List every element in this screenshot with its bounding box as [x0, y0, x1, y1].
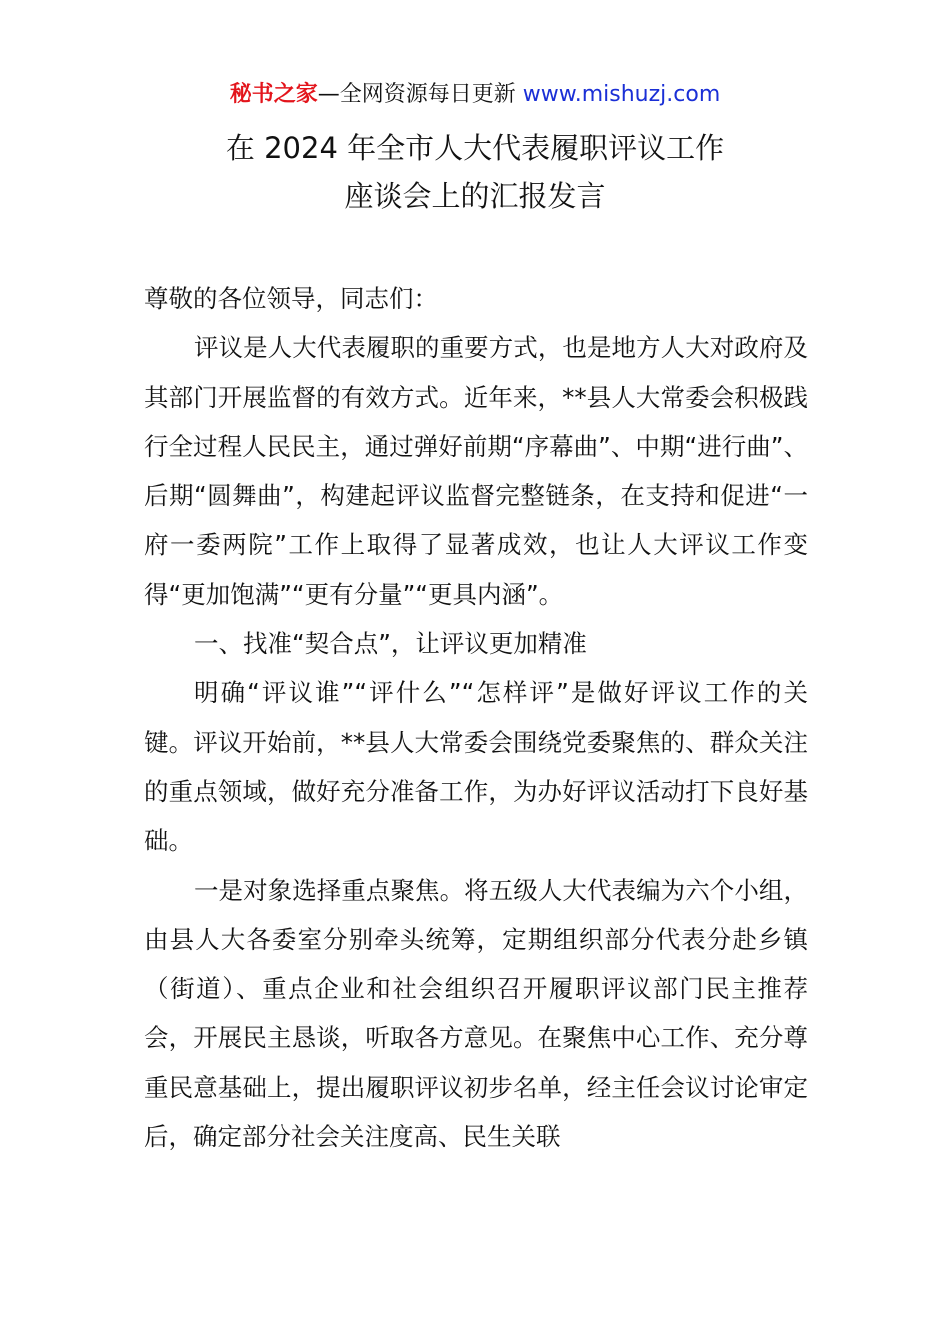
site-header	[0, 78, 950, 112]
salutation: 尊敬的各位领导，同志们：	[144, 284, 438, 313]
document-title-line-1: 在 2024 年全市人大代表履职评议工作	[225, 131, 725, 165]
section-heading-1: 一、找准“契合点”，让评议更加精准	[194, 629, 587, 659]
paragraph-section-1: 明确“评议谁”“评什么”“怎样评”是做好评议工作的关键。评议开始前，**县人大常委会围绕党委聚焦的、群众关注的重点领域，做好充分准备工作，为办好评议活动打下良好基础。	[144, 678, 808, 856]
site-brand: 秘书之家	[229, 82, 318, 107]
site-url-link[interactable]: www.mishuzj.com	[522, 82, 721, 107]
paragraph-intro: 评议是人大代表履职的重要方式，也是地方人大对政府及其部门开展监督的有效方式。近年来，**县人大常委会积极践行全过程人民民主，通过弹好前期“序幕曲”、中期“进行曲”、后期“圆舞曲”，构建起评议监督完整链条，在支持和促进“一府一委两院”工作上取得了显著成效，也让人大评议工作变得“更加饱满”“更有分量”“更具内涵”。	[144, 333, 808, 609]
paragraph-point-1: 一是对象选择重点聚焦。将五级人大代表编为六个小组，由县人大各委室分别牵头统筹，定期组织部分代表分赴乡镇（街道）、重点企业和社会组织召开履职评议部门民主推荐会，开展民主恳谈，听取各方意见。在聚焦中心工作、充分尊重民意基础上，提出履职评议初步名单，经主任会议讨论审定后，确定部分社会关注度高、民生关联	[144, 875, 808, 1152]
document-body	[144, 274, 808, 1161]
document-title-line-2: 座谈会上的汇报发言	[344, 179, 606, 213]
site-tagline: —全网资源每日更新	[317, 82, 523, 107]
